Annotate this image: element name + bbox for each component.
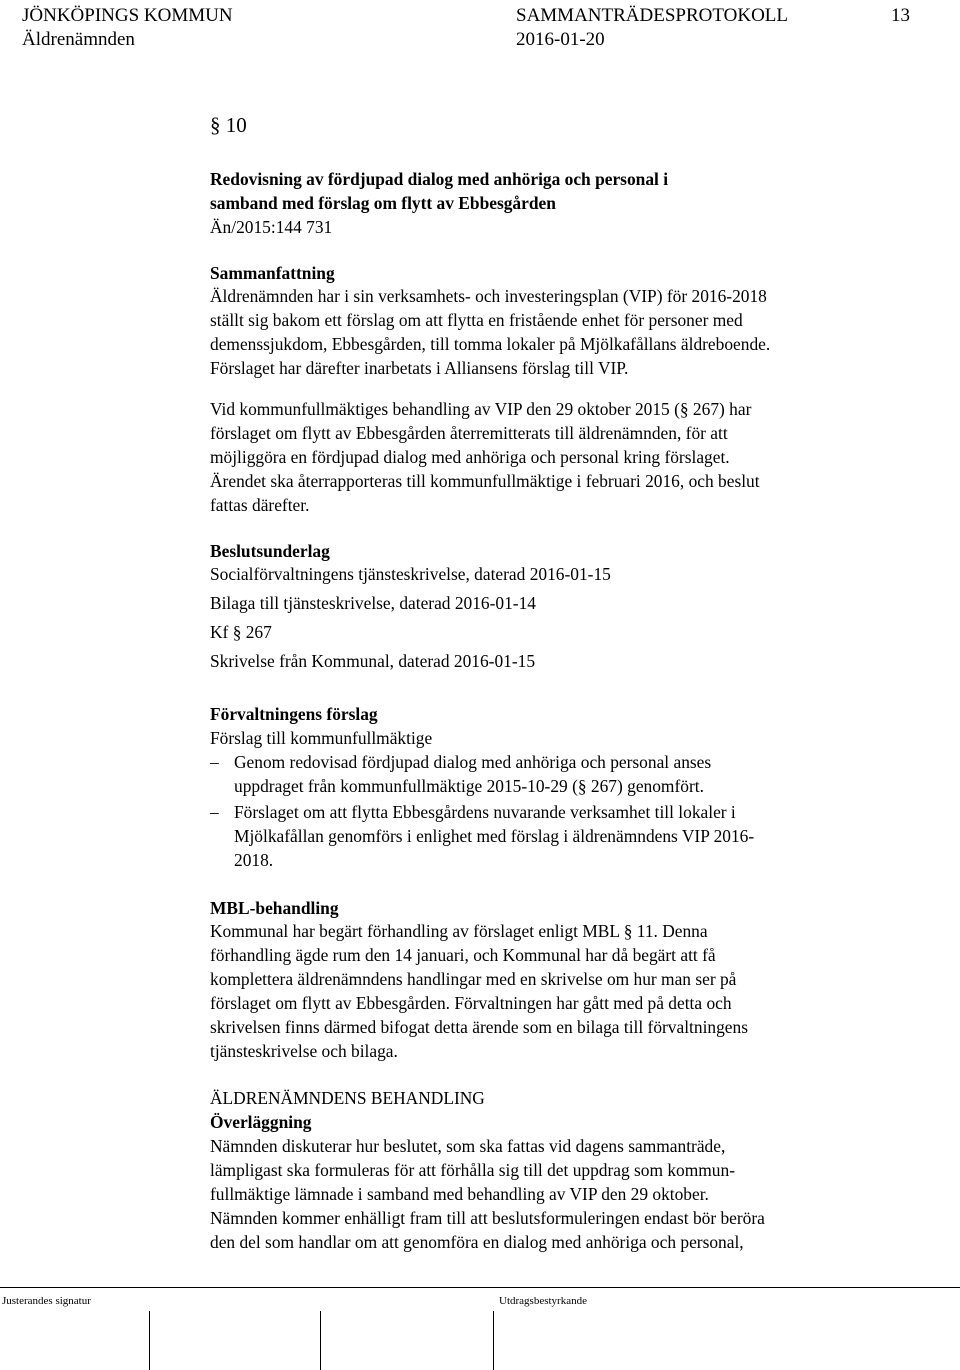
dash-bullet: – bbox=[210, 802, 219, 822]
signature-box-divider bbox=[149, 1311, 150, 1370]
treatment-subheading: Överläggning bbox=[210, 1112, 312, 1132]
text-line: Genom redovisad fördjupad dialog med anhöriga och personal anses bbox=[234, 752, 712, 772]
header-date: 2016-01-20 bbox=[516, 29, 605, 50]
summary-heading: Sammanfattning bbox=[210, 263, 335, 283]
text-line: komplettera äldrenämndens handlingar med en skrivelse om hur man ser på bbox=[210, 969, 737, 989]
text-line: 2018. bbox=[234, 850, 274, 870]
signature-box-divider bbox=[493, 1311, 494, 1370]
text-line: Vid kommunfullmäktiges behandling av VIP den 29 oktober 2015 (§ 267) har bbox=[210, 399, 752, 419]
treatment-paragraph bbox=[210, 1134, 910, 1254]
page-number: 13 bbox=[891, 5, 910, 26]
text-line: Nämnden kommer enhälligt fram till att beslutsformuleringen endast bör beröra bbox=[210, 1208, 765, 1228]
text-line: lämpligast ska formuleras för att förhålla sig till det uppdrag som kommun- bbox=[210, 1160, 735, 1180]
basis-item: Kf § 267 bbox=[210, 622, 272, 642]
text-line: förslaget om flytt av Ebbesgården. Förvaltningen har gått med på detta och bbox=[210, 993, 732, 1013]
text-line: Äldrenämnden har i sin verksamhets- och investeringsplan (VIP) för 2016-2018 bbox=[210, 286, 767, 306]
text-line: tjänsteskrivelse och bilaga. bbox=[210, 1041, 398, 1061]
text-line: demenssjukdom, Ebbesgården, till tomma lokaler på Mjölkafållans äldreboende. bbox=[210, 334, 771, 354]
text-line: Förslaget om att flytta Ebbesgårdens nuvarande verksamhet till lokaler i bbox=[234, 802, 736, 822]
text-line: Förslaget har därefter inarbetats i Alliansens förslag till VIP. bbox=[210, 358, 629, 378]
footer-divider bbox=[0, 1287, 960, 1288]
text-line: fullmäktige lämnade i samband med behandling av VIP den 29 oktober. bbox=[210, 1184, 709, 1204]
summary-paragraph-1 bbox=[210, 284, 910, 380]
text-line: Nämnden diskuterar hur beslutet, som ska fattas vid dagens sammanträde, bbox=[210, 1136, 726, 1156]
proposal-heading: Förvaltningens förslag bbox=[210, 704, 378, 724]
text-line: skrivelsen finns därmed bifogat detta ärende som en bilaga till förvaltningens bbox=[210, 1017, 748, 1037]
title-line-2: samband med förslag om flytt av Ebbesgården bbox=[210, 193, 556, 213]
basis-item: Skrivelse från Kommunal, daterad 2016-01-15 bbox=[210, 651, 536, 671]
paragraph-number: § 10 bbox=[210, 113, 247, 137]
title-line-1: Redovisning av fördjupad dialog med anhöriga och personal i bbox=[210, 169, 669, 189]
proposal-item-2 bbox=[210, 800, 890, 872]
text-line: fattas därefter. bbox=[210, 495, 310, 515]
basis-item: Bilaga till tjänsteskrivelse, daterad 2016-01-14 bbox=[210, 593, 536, 613]
dash-bullet: – bbox=[210, 752, 219, 772]
text-line: möjliggöra en fördjupad dialog med anhöriga och personal kring förslaget. bbox=[210, 447, 730, 467]
text-line: uppdraget från kommunfullmäktige 2015-10-29 (§ 267) genomfört. bbox=[234, 776, 704, 796]
header-doc-type: SAMMANTRÄDESPROTOKOLL bbox=[516, 5, 789, 26]
signature-box-divider bbox=[320, 1311, 321, 1370]
summary-paragraph-2 bbox=[210, 397, 910, 517]
text-line: förslaget om flytt av Ebbesgården återremitterats till äldrenämnden, för att bbox=[210, 423, 728, 443]
text-line: förhandling ägde rum den 14 januari, och Kommunal har då begärt att få bbox=[210, 945, 716, 965]
text-line: Kommunal har begärt förhandling av förslaget enligt MBL § 11. Denna bbox=[210, 921, 708, 941]
treatment-heading: ÄLDRENÄMNDENS BEHANDLING bbox=[210, 1088, 485, 1108]
mbl-paragraph bbox=[210, 919, 910, 1063]
signature-label: Justerandes signatur bbox=[2, 1295, 91, 1307]
text-line: Ärendet ska återrapporteras till kommunfullmäktige i februari 2016, och beslut bbox=[210, 471, 760, 491]
header-committee: Äldrenämnden bbox=[22, 29, 135, 50]
basis-heading: Beslutsunderlag bbox=[210, 541, 330, 561]
text-line: den del som handlar om att genomföra en dialog med anhöriga och personal, bbox=[210, 1232, 744, 1252]
text-line: ställt sig bakom ett förslag om att flytta en fristående enhet för personer med bbox=[210, 310, 743, 330]
proposal-intro: Förslag till kommunfullmäktige bbox=[210, 728, 433, 748]
text-line: Mjölkafållan genomförs i enlighet med förslag i äldrenämndens VIP 2016- bbox=[234, 826, 755, 846]
header-org: JÖNKÖPINGS KOMMUN bbox=[22, 5, 233, 26]
case-number: Än/2015:144 731 bbox=[210, 217, 333, 237]
certifier-label: Utdragsbestyrkande bbox=[499, 1295, 587, 1307]
proposal-item-1 bbox=[210, 750, 890, 798]
document-title bbox=[210, 167, 910, 215]
mbl-heading: MBL-behandling bbox=[210, 898, 339, 918]
basis-item: Socialförvaltningens tjänsteskrivelse, daterad 2016-01-15 bbox=[210, 564, 611, 584]
